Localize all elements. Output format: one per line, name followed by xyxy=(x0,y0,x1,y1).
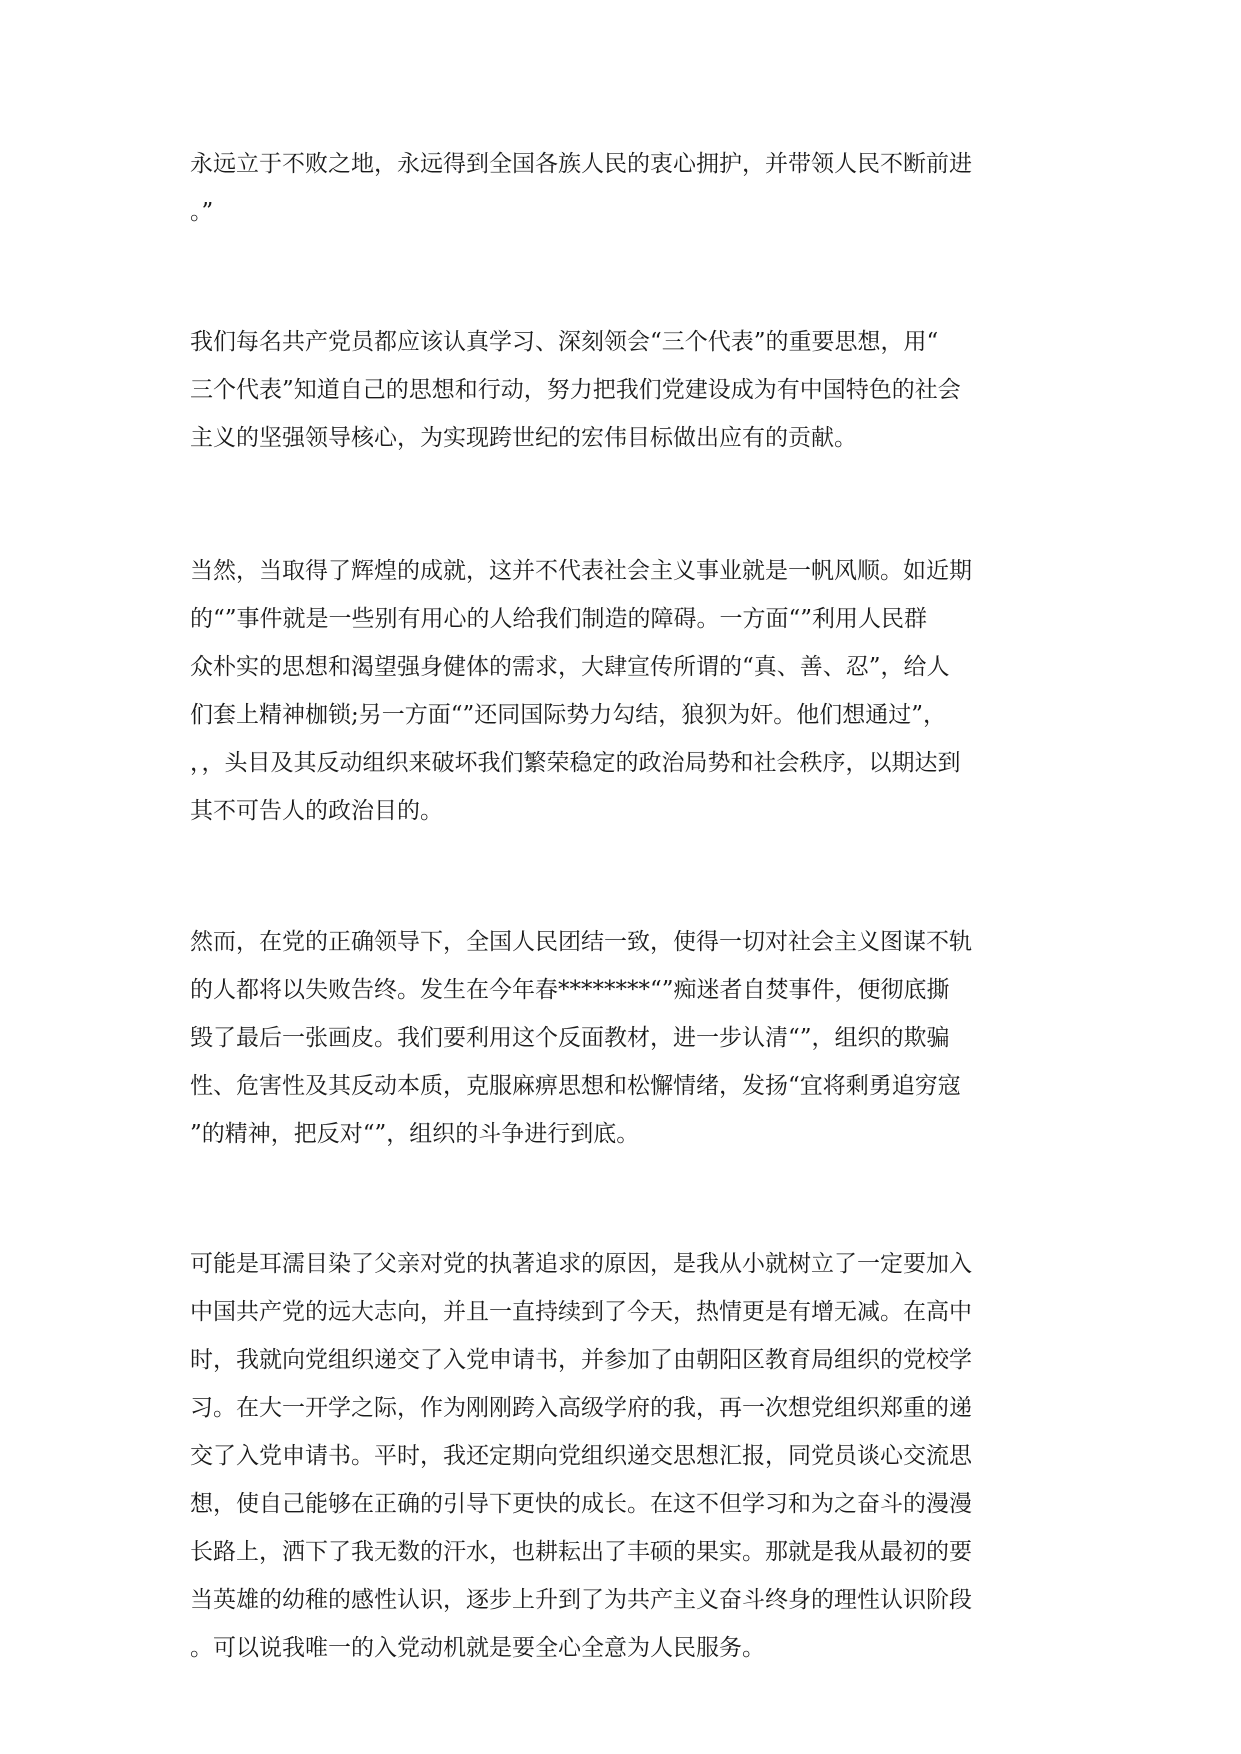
paragraph-1 xyxy=(190,140,1050,236)
text-line: 想，使自己能够在正确的引导下更快的成长。在这不但学习和为之奋斗的漫漫 xyxy=(190,1491,972,1517)
paragraph-3 xyxy=(190,547,1050,835)
text-line: 毁了最后一张画皮。我们要利用这个反面教材，进一步认清“”，组织的欺骗 xyxy=(190,1025,950,1051)
text-line: 的人都将以失败告终。发生在今年春********“”痴迷者自焚事件，便彻底撕 xyxy=(190,977,950,1003)
text-line: 主义的坚强领导核心，为实现跨世纪的宏伟目标做出应有的贡献。 xyxy=(190,425,857,451)
text-line: ，，头目及其反动组织来破坏我们繁荣稳定的政治局势和社会秩序，以期达到 xyxy=(190,750,961,776)
paragraph-2 xyxy=(190,318,1050,462)
text-line: ”的精神，把反对“”，组织的斗争进行到底。 xyxy=(190,1121,640,1147)
text-line: 性、危害性及其反动本质，克服麻痹思想和松懈情绪，发扬“宜将剩勇追穷寇 xyxy=(190,1073,961,1099)
text-line: 。可以说我唯一的入党动机就是要全心全意为人民服务。 xyxy=(190,1635,765,1661)
text-line: 众朴实的思想和渴望强身健体的需求，大肆宣传所谓的“真、善、忍”，给人 xyxy=(190,654,950,680)
text-line: 的“”事件就是一些别有用心的人给我们制造的障碍。一方面“”利用人民群 xyxy=(190,606,928,632)
text-line: 长路上，洒下了我无数的汗水，也耕耘出了丰硕的果实。那就是我从最初的要 xyxy=(190,1539,972,1565)
text-line: 当英雄的幼稚的感性认识，逐步上升到了为共产主义奋斗终身的理性认识阶段 xyxy=(190,1587,972,1613)
text-line: 其不可告人的政治目的。 xyxy=(190,798,443,824)
text-line: 们套上精神枷锁;另一方面“”还同国际势力勾结，狼狈为奸。他们想通过”， xyxy=(190,702,947,728)
text-line: 中国共产党的远大志向，并且一直持续到了今天，热情更是有增无减。在高中 xyxy=(190,1299,972,1325)
paragraph-4 xyxy=(190,918,1050,1158)
text-line: 可能是耳濡目染了父亲对党的执著追求的原因，是我从小就树立了一定要加入 xyxy=(190,1251,972,1277)
text-line: 我们每名共产党员都应该认真学习、深刻领会“三个代表”的重要思想，用“ xyxy=(190,329,939,355)
text-line: 永远立于不败之地，永远得到全国各族人民的衷心拥护，并带领人民不断前进 xyxy=(190,151,972,177)
text-line: 三个代表”知道自己的思想和行动，努力把我们党建设成为有中国特色的社会 xyxy=(190,377,961,403)
text-line: 习。在大一开学之际，作为刚刚跨入高级学府的我，再一次想党组织郑重的递 xyxy=(190,1395,972,1421)
text-line: 时，我就向党组织递交了入党申请书，并参加了由朝阳区教育局组织的党校学 xyxy=(190,1347,972,1373)
text-line: 当然，当取得了辉煌的成就，这并不代表社会主义事业就是一帆风顺。如近期 xyxy=(190,558,972,584)
paragraph-5 xyxy=(190,1240,1050,1672)
text-line: 交了入党申请书。平时，我还定期向党组织递交思想汇报，同党员谈心交流思 xyxy=(190,1443,972,1469)
text-line: 然而，在党的正确领导下，全国人民团结一致，使得一切对社会主义图谋不轨 xyxy=(190,929,972,955)
text-line: 。” xyxy=(190,199,214,225)
